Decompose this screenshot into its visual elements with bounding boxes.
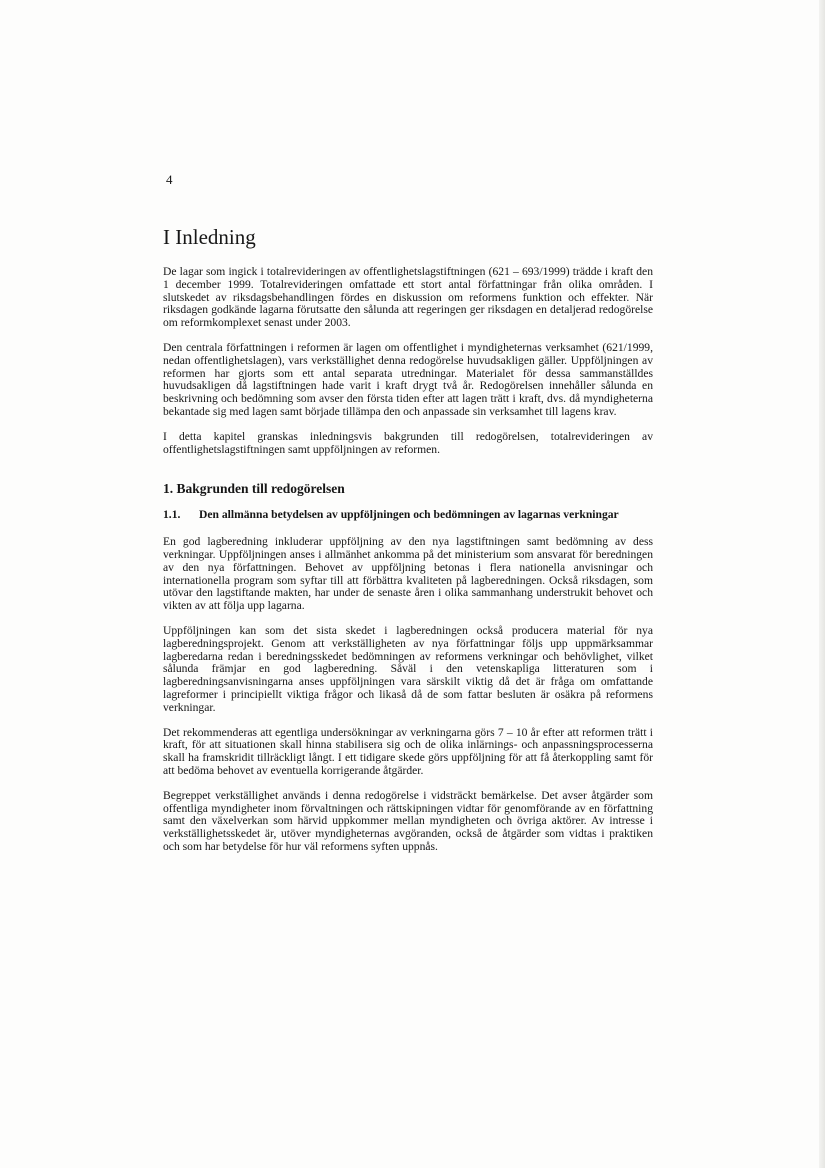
- section-paragraph-4: Begreppet verkställighet används i denna redogörelse i vidsträckt bemärkelse. Det avser åtgärder som offentliga myndigheter inom förvaltningen och rättskipningen vidtar för genomförande av en författning samt den växelverkan som härvid uppkommer mellan myndigheten och övriga aktörer. Av intresse i verkställighetsskedet är, utöver myndigheternas avgöranden, också de åtgärder som vidtas i praktiken och som har betydelse för hur väl reformens syften uppnås.: [163, 788, 653, 853]
- section-heading: 1. Bakgrunden till redogörelsen: [163, 481, 345, 497]
- section-paragraph-1: En god lagberedning inkluderar uppföljning av den nya lagstiftningen samt bedömning av dess verkningar. Uppföljningen anses i allmänhet ankomma på det ministerium som ansvarat för beredningen av den nya författningen. Behovet av uppföljning betonas i flera nationella anvisningar och internationella program som syftar till att förbättra kvaliteten på lagberedningen. Också riksdagen, som utövar den lagstiftande makten, har under de senaste åren i olika sammanhang understrukit behovet och vikten av att följa upp lagarna.: [163, 535, 653, 613]
- page-content: [163, 224, 653, 866]
- section-paragraph-2: Uppföljningen kan som det sista skedet i lagberedningen också producera material för nya lagberedningsprojekt. Genom att verkställigheten av nya författningar följs upp uppmärksammar lagberedarna redan i beredningsskedet bedömningen av reformens verkningar och behövlighet, vilket sålunda främjar en god lagberedning. Såväl i den vetenskapliga litteraturen som i lagberedningsanvisningarna anses uppföljningen vara särskilt viktig då det är fråga om omfattande lagreformer i principiellt viktiga frågor och likaså då de som fattar besluten är osäkra på reformens verkningar.: [163, 623, 653, 714]
- subsection-number: 1.1.: [163, 508, 181, 522]
- intro-paragraph-2: Den centrala författningen i reformen är lagen om offentlighet i myndigheternas verksamhet (621/1999, nedan offentlighetslagen), vars verkställighet denna redogörelse huvudsakligen gäller. Uppföljningen av reformen har gjorts som ett antal separata utredningar. Materialet för dessa sammanställdes huvudsakligen då lagstiftningen hade varit i kraft drygt två år. Redogörelsen innehåller sålunda en beskrivning och bedömning som avser den första tiden efter att lagen trätt i kraft, dvs. då myndigheterna bekantade sig med lagen samt började tillämpa den och anpassade sin verksamhet till lagens krav.: [163, 340, 653, 418]
- subsection-title: Den allmänna betydelsen av uppföljningen och bedömningen av lagarnas verkningar: [199, 508, 619, 522]
- intro-paragraph-1: De lagar som ingick i totalrevideringen av offentlighetslagstiftningen (621 – 693/1999) trädde i kraft den 1 december 1999. Totalrevideringen omfattade ett stort antal författningar från olika områden. I slutskedet av riksdagsbehandlingen fördes en diskussion om reformens funktion och effekter. När riksdagen godkände lagarna förutsatte den sålunda att regeringen ger riksdagen en detaljerad redogörelse om reformkomplexet senast under 2003.: [163, 265, 653, 330]
- chapter-title: I Inledning: [163, 225, 256, 249]
- section-paragraph-3: Det rekommenderas att egentliga undersökningar av verkningarna görs 7 – 10 år efter att reformen trätt i kraft, för att situationen skall hinna stabilisera sig och de olika inlärnings- och anpassningsprocesserna skall ha framskridit tillräckligt långt. I ett tidigare skede görs uppföljning för att få återkoppling samt för att bedöma behovet av eventuella korrigerande åtgärder.: [163, 725, 653, 777]
- page-number: 4: [166, 172, 173, 187]
- intro-paragraph-3: I detta kapitel granskas inledningsvis bakgrunden till redogörelsen, totalrevideringen av offentlighetslagstiftningen samt uppföljningen av reformen.: [163, 429, 653, 456]
- subsection-heading: [163, 509, 653, 522]
- scan-edge: [819, 0, 825, 1168]
